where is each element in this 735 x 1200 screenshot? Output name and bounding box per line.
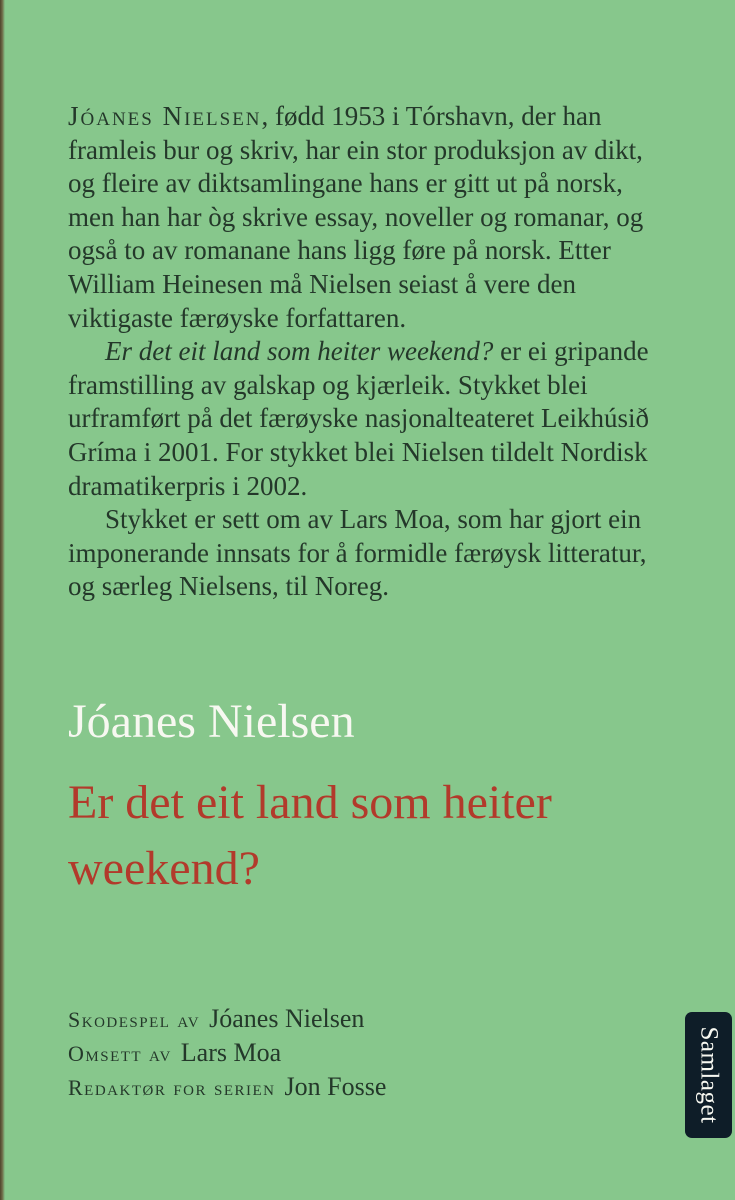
author-bio <box>68 100 674 604</box>
credit-name-series-editor: Jon Fosse <box>284 1072 387 1101</box>
bio-paragraph-1-text: , fødd 1953 i Tórshavn, der han framleis bur og skriv, har ein stor produksjon av dikt, og fleire av diktsamlingane hans er gitt ut på norsk, men han har òg skrive essay, noveller og romanar, og også to av romanane hans ligg føre på norsk. Etter William Heinesen må Nielsen seiast å vere den viktigaste færøyske forfattaren. <box>68 101 644 333</box>
publisher-logo <box>685 1012 732 1138</box>
bio-paragraph-2-text: er ei gripande framstilling av galskap og kjærleik. Stykket blei urframført på det færøyske nasjonalteateret Leikhúsið Gríma i 2001. For stykket blei Nielsen tildelt Nordisk dramatikerpris i 2002. <box>68 336 650 501</box>
bio-paragraph-1 <box>68 100 674 335</box>
bio-author-smallcaps: Jóanes Nielsen <box>68 101 262 131</box>
bio-paragraph-3: Stykket er sett om av Lars Moa, som har gjort ein imponerande innsats for å formidle færøysk litteratur, og særleg Nielsens, til Noreg. <box>68 504 647 602</box>
credit-name-translator: Lars Moa <box>180 1038 282 1067</box>
bio-title-italic: Er det eit land som heiter weekend? <box>105 336 494 367</box>
bio-paragraph-2 <box>68 335 674 503</box>
credit-line-translator <box>68 1036 386 1070</box>
credit-line-playwright <box>68 1002 386 1036</box>
credit-name-playwright: Jóanes Nielsen <box>209 1004 365 1033</box>
credit-role-series-editor: Redaktør for serien <box>68 1075 276 1100</box>
publisher-name: Samlaget <box>695 1026 723 1124</box>
spine-edge <box>0 0 5 1200</box>
author-name: Jóanes Nielsen <box>68 695 355 748</box>
credit-line-series-editor <box>68 1070 386 1104</box>
credits-block <box>68 1002 386 1104</box>
book-title: Er det eit land som heiter weekend? <box>68 776 552 895</box>
credit-role-translator: Omsett av <box>68 1041 172 1066</box>
credit-role-playwright: Skodespel av <box>68 1007 201 1032</box>
